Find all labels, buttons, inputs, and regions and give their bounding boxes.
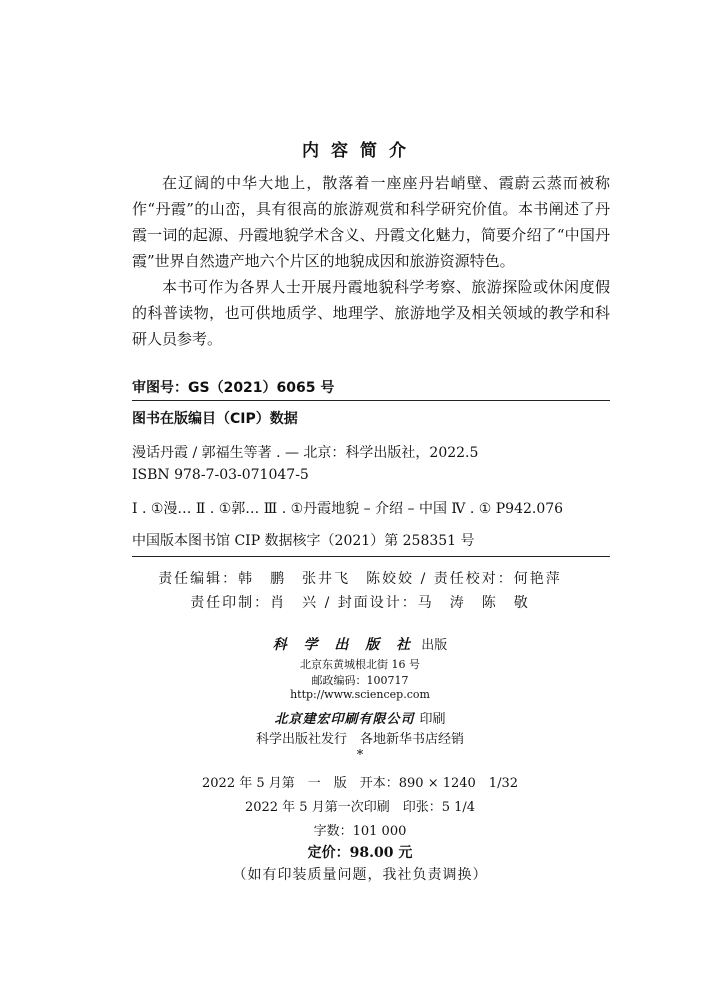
cip-number: 中国版本图书馆 CIP 数据核字（2021）第 258351 号 <box>132 533 475 549</box>
publisher-website: http://www.sciencep.com <box>290 688 430 701</box>
word-count: 字数：101 000 <box>313 824 407 839</box>
price: 定价：98.00 元 <box>307 845 413 861</box>
distribution-line: 科学出版社发行 各地新华书店经销 <box>255 732 464 747</box>
publisher-postcode: 邮政编码：100717 <box>311 674 409 687</box>
cip-classification: Ⅰ . ①漫… Ⅱ . ①郭… Ⅲ . ①丹霞地貌 – 介绍 – 中国 Ⅳ . ① P942.076 <box>132 501 564 517</box>
map-review-number: 审图号：GS（2021）6065 号 <box>132 380 335 396</box>
summary-paragraph-2: 本书可作为各界人士开展丹霞地貌科学考察、旅游探险或休闲度假的科普读物，也可供地质学、地理学、旅游地学及相关领域的教学和科研人员参考。 <box>132 278 610 348</box>
publisher-suffix: 出版 <box>421 638 448 653</box>
publisher-address: 北京东黄城根北街 16 号 <box>300 658 420 671</box>
staff-editors: 责任编辑：韩 鹏 张井飞 陈姣姣 / 责任校对：何艳萍 <box>158 571 562 587</box>
edition-line: 2022 年 5 月第 一 版 开本：890 × 1240 1/32 <box>202 776 518 791</box>
printing-line: 2022 年 5 月第一次印刷 印张：5 1/4 <box>244 800 476 815</box>
publisher-name: 科 学 出 版 社 <box>272 637 417 653</box>
cip-title: 图书在版编目（CIP）数据 <box>132 411 298 427</box>
summary-title: 内容简介 <box>302 141 418 161</box>
separator-star: * <box>356 748 364 763</box>
summary-paragraph-1: 在辽阔的中华大地上，散落着一座座丹岩峭壁、霞蔚云蒸而被称作“丹霞”的山峦，具有很高的旅游观赏和科学研究价值。本书阐述了丹霞一词的起源、丹霞地貌学术含义、丹霞文化魅力，简要介绍了“中国丹霞”世界自然遗产地六个片区的地貌成因和旅游资源特色。 <box>132 174 610 270</box>
cip-isbn: ISBN 978-7-03-071047-5 <box>132 467 309 483</box>
cip-book-info: 漫话丹霞 / 郭福生等著 . — 北京：科学出版社，2022.5 <box>132 445 479 461</box>
quality-note: （如有印装质量问题，我社负责调换） <box>232 867 488 883</box>
publisher-line <box>0 634 720 654</box>
summary-text <box>132 170 610 352</box>
staff-printing: 责任印制：肖 兴 / 封面设计：马 涛 陈 敬 <box>190 595 530 611</box>
divider-top <box>132 400 610 401</box>
printer-name: 北京建宏印刷有限公司 <box>274 712 415 727</box>
divider-bottom <box>132 556 610 557</box>
printer-line <box>0 708 720 727</box>
printer-suffix: 印刷 <box>419 712 446 727</box>
